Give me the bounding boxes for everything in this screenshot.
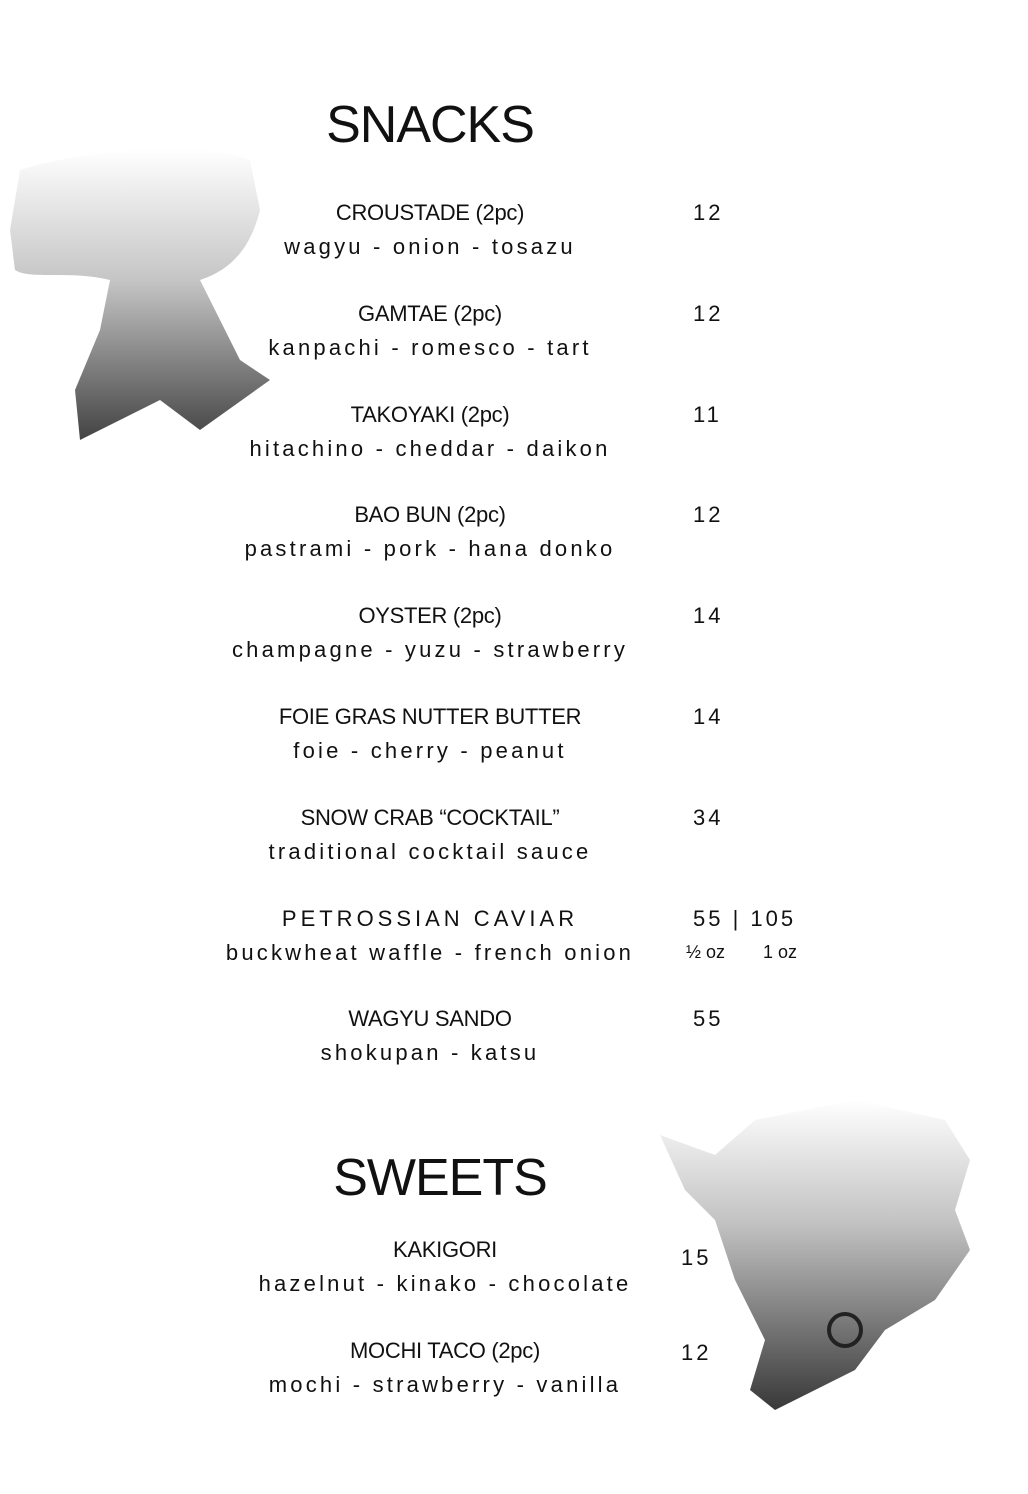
menu-item [130,702,730,766]
item-description: traditional cocktail sauce [268,838,592,864]
sweets-title: SWEETS [333,1149,547,1207]
item-description: wagyu - onion - tosazu [284,234,576,259]
item-name: MOCHI TACO (2pc) [350,1338,540,1363]
item-price: 55 | 105 [693,905,797,931]
item-price: 12 [693,502,724,528]
item-price: 14 [693,704,724,729]
item-price: 34 [693,804,724,830]
item-description: kanpachi - romesco - tart [268,334,592,360]
item-description: foie - cherry - peanut [293,738,567,763]
item-price: 15 [681,1245,712,1270]
item-name: PETROSSIAN CAVIAR [281,905,579,931]
item-price: 55 [693,1006,724,1032]
price-unit-half-oz: ½ oz [686,941,726,962]
item-description: hitachino - cheddar - daikon [249,435,611,461]
menu-item [145,1336,745,1400]
item-price: 12 [681,1340,712,1365]
item-description: hazelnut - kinako - chocolate [258,1271,632,1296]
menu-item [130,400,730,464]
item-name: TAKOYAKI (2pc) [350,401,510,427]
menu-item [130,601,730,665]
item-description: pastrami - pork - hana donko [244,536,616,562]
item-description: shokupan - katsu [320,1040,540,1066]
item-name: BAO BUN (2pc) [354,502,506,528]
menu-item [130,299,730,363]
menu-item [130,904,730,968]
menu-item [130,1004,730,1068]
item-name: FOIE GRAS NUTTER BUTTER [278,704,582,729]
item-price: 12 [693,300,724,326]
item-description: champagne - yuzu - strawberry [231,637,629,663]
item-description: buckwheat waffle - french onion [225,939,635,965]
item-name: WAGYU SANDO [348,1006,512,1032]
item-name: GAMTAE (2pc) [358,300,502,326]
price-unit-one-oz: 1 oz [763,941,798,962]
item-name: OYSTER (2pc) [358,603,502,629]
item-name: SNOW CRAB “COCKTAIL” [300,804,560,830]
menu-item [130,198,730,262]
menu-item [130,803,730,867]
item-name: KAKIGORI [393,1237,497,1262]
menu-item [145,1235,745,1299]
item-description: mochi - strawberry - vanilla [268,1372,622,1397]
item-price: 11 [693,401,722,427]
snacks-title: SNACKS [326,96,534,154]
item-name: CROUSTADE (2pc) [335,200,525,225]
item-price: 14 [693,603,724,629]
item-price: 12 [693,200,724,225]
menu-item [130,500,730,564]
